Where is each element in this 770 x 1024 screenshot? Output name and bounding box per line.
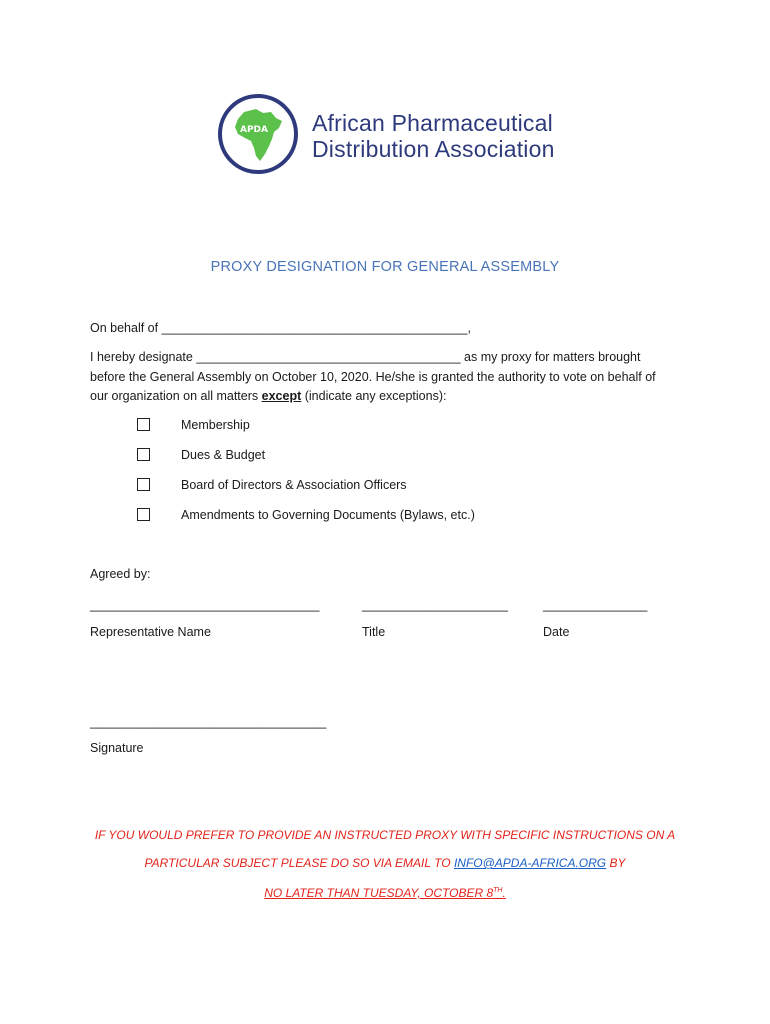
notice-deadline-suffix: TH	[493, 887, 503, 894]
title-line[interactable]: _____________________	[362, 598, 508, 612]
signature-line[interactable]: __________________________________	[90, 715, 327, 729]
email-link[interactable]: INFO@APDA-AFRICA.ORG	[453, 856, 607, 870]
notice-line-2	[0, 856, 770, 870]
designate-line-2: before the General Assembly on October 10, 2020. He/she is granted the authority to vote on behalf of	[90, 370, 656, 384]
document-title: PROXY DESIGNATION FOR GENERAL ASSEMBLY	[210, 259, 560, 275]
exception-label-membership: Membership	[181, 418, 250, 432]
designate-post: as my proxy for matters brought	[464, 350, 641, 364]
except-word: except	[261, 389, 302, 403]
checkbox-board-officers[interactable]	[137, 478, 150, 491]
notice-line-2-pre: PARTICULAR SUBJECT PLEASE DO SO VIA EMAIL TO	[144, 856, 451, 870]
date-line[interactable]: _______________	[543, 598, 648, 612]
agreed-by-label: Agreed by:	[90, 567, 151, 581]
designate-pre: I hereby designate	[90, 350, 193, 364]
exception-label-board-officers: Board of Directors & Association Officers	[181, 478, 407, 492]
line3-pre: our organization on all matters	[90, 389, 259, 403]
organization-blank[interactable]: ____________________________________________,	[161, 321, 471, 335]
exception-label-dues-budget: Dues & Budget	[181, 448, 266, 462]
logo-text: APDA	[240, 125, 268, 135]
representative-name-line[interactable]: _________________________________	[90, 598, 320, 612]
apda-logo	[216, 92, 300, 176]
notice-deadline-end: .	[502, 886, 506, 900]
signature-label: Signature	[90, 741, 144, 755]
line3-post: (indicate any exceptions):	[304, 389, 447, 403]
proxy-name-blank[interactable]: ______________________________________	[196, 350, 461, 364]
date-label: Date	[543, 625, 570, 639]
exception-label-governing-documents: Amendments to Governing Documents (Bylaws, etc.)	[181, 508, 475, 522]
on-behalf-label: On behalf of	[90, 321, 159, 335]
checkbox-membership[interactable]	[137, 418, 150, 431]
designate-line-3	[90, 388, 446, 404]
representative-name-label: Representative Name	[90, 625, 211, 639]
on-behalf-line	[90, 320, 471, 336]
checkbox-dues-budget[interactable]	[137, 448, 150, 461]
title-label: Title	[362, 625, 386, 639]
org-name-line1: African Pharmaceutical	[312, 110, 553, 136]
org-name-line2: Distribution Association	[312, 136, 555, 162]
notice-line-3	[0, 886, 770, 900]
notice-line-1: IF YOU WOULD PREFER TO PROVIDE AN INSTRUCTED PROXY WITH SPECIFIC INSTRUCTIONS ON A	[94, 828, 676, 842]
checkbox-governing-documents[interactable]	[137, 508, 150, 521]
notice-deadline: NO LATER THAN TUESDAY, OCTOBER 8	[264, 886, 494, 900]
designate-line	[90, 349, 640, 365]
notice-line-2-post: BY	[609, 856, 626, 870]
